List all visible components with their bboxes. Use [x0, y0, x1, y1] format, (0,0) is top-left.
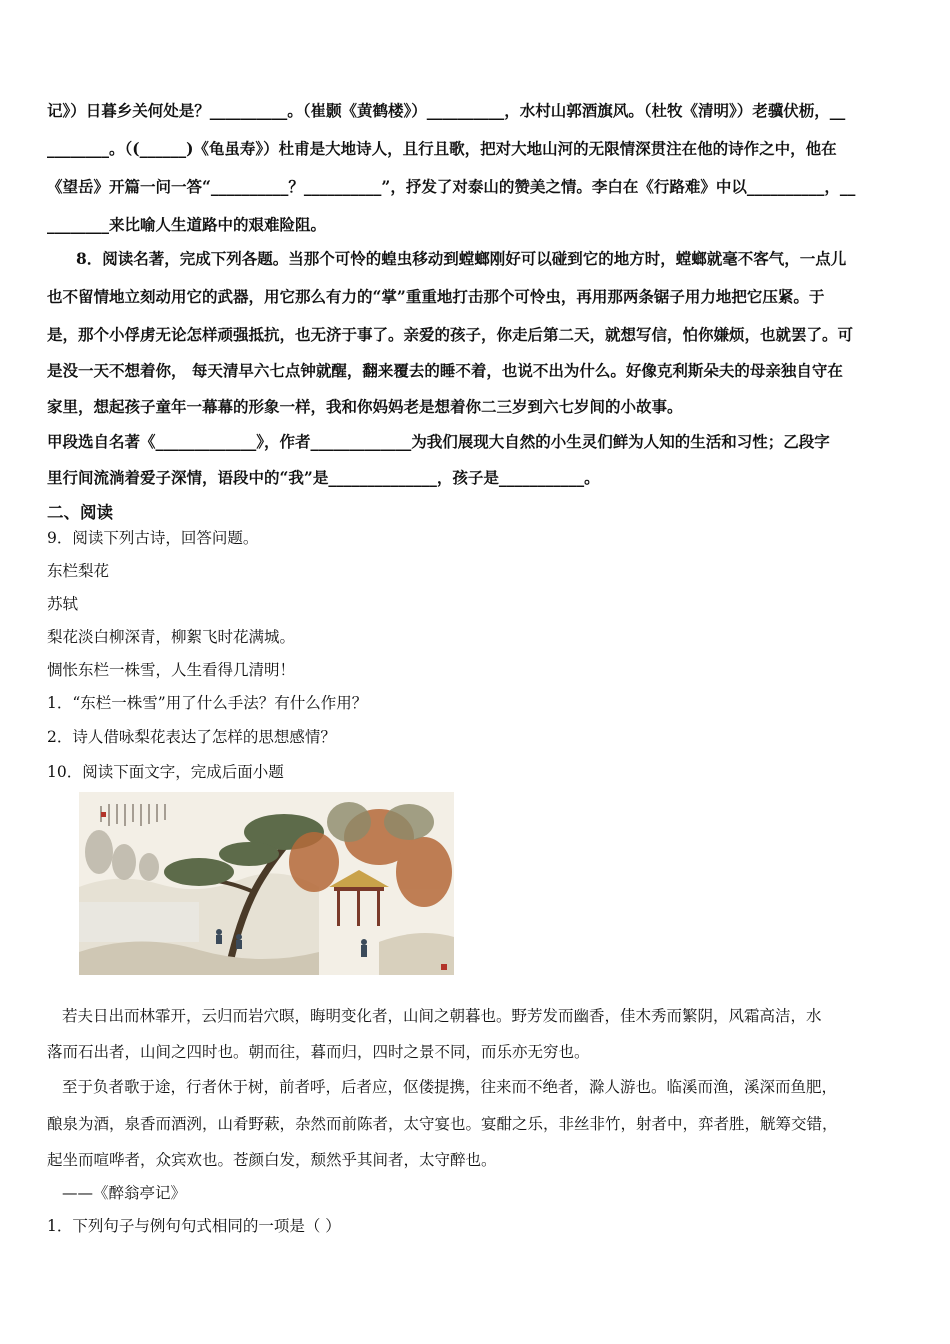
q7-line-2: ________。（(______)《龟虽寿》）杜甫是大地诗人，且行且歌，把对大地山河的无限情深贯注在他的诗作之中，他在: [47, 139, 837, 158]
q9-verse-1: 梨花淡白柳深青，柳絮飞时花满城。: [47, 628, 296, 646]
q10-question-1: 1．下列句子与例句句式相同的一项是（ ）: [47, 1217, 341, 1235]
q8-line-2: 也不留情地立刻动用它的武器，用它那么有力的“掌”重重地打击那个可怜虫，再用那两条锯子用力地把它压紧。于: [47, 287, 825, 306]
q10-source: ——《醉翁亭记》: [62, 1184, 187, 1202]
q7-line-4: ________来比喻人生道路中的艰难险阻。: [47, 215, 327, 234]
q8-line-1: 8．阅读名著，完成下列各题。当那个可怜的蝗虫移动到螳螂刚好可以碰到它的地方时，螳螂就毫不客气，一点儿: [76, 249, 847, 268]
section-heading-reading: 二、阅读: [47, 503, 113, 522]
q7-line-1: 记》）日暮乡关何处是？__________。（崔颢《黄鹤楼》）__________，水村山郭酒旗风。（杜牧《清明》）老骥伏枥，__: [47, 101, 846, 120]
q9-poem-title: 东栏梨花: [47, 562, 110, 580]
q8-line-4: 是没一天不想着你， 每天清早六七点钟就醒，翻来覆去的睡不着，也说不出为什么。好像克利斯朵夫的母亲独自守在: [47, 361, 843, 380]
q10-passage-1-line-2: 落而石出者，山间之四时也。朝而往，暮而归，四时之景不同，而乐亦无穷也。: [47, 1043, 590, 1061]
q10-intro: 10．阅读下面文字，完成后面小题: [47, 763, 284, 781]
q9-poem-author: 苏轼: [47, 595, 79, 613]
q10-passage-2-line-1: 至于负者歌于途，行者休于树，前者呼，后者应，伛偻提携，往来而不绝者，滁人游也。临溪而渔，溪深而鱼肥，: [62, 1078, 838, 1096]
q9-question-2: 2．诗人借咏梨花表达了怎样的思想感情？: [47, 728, 336, 746]
q9-question-1: 1．“东栏一株雪”用了什么手法？有什么作用？: [47, 694, 368, 712]
q8-line-5: 家里，想起孩子童年一幕幕的形象一样，我和你妈妈老是想着你二三岁到六七岁间的小故事。: [47, 397, 683, 416]
q8-line-3: 是，那个小俘虏无论怎样顽强抵抗，也无济于事了。亲爱的孩子，你走后第二天，就想写信，怕你嫌烦，也就罢了。可: [47, 325, 854, 344]
q9-intro: 9．阅读下列古诗，回答问题。: [47, 529, 259, 547]
q7-line-3: 《望岳》开篇一问一答“__________？__________”，抒发了对泰山的赞美之情。李白在《行路难》中以__________，__: [47, 177, 856, 196]
q10-passage-2-line-2: 酿泉为酒，泉香而酒洌，山肴野蔌，杂然而前陈者，太守宴也。宴酣之乐，非丝非竹，射者中，弈者胜，觥筹交错，: [47, 1115, 838, 1133]
landscape-painting: [79, 792, 454, 975]
q9-verse-2: 惆怅东栏一株雪，人生看得几清明！: [47, 661, 296, 679]
q10-passage-1-line-1: 若夫日出而林霏开，云归而岩穴暝，晦明变化者，山间之朝暮也。野芳发而幽香，佳木秀而繁阴，风霜高洁，水: [62, 1007, 822, 1025]
q8-line-6: 甲段选自名著《_____________》，作者_____________为我们展现大自然的小生灵们鲜为人知的生活和习性；乙段字: [47, 432, 830, 451]
q10-passage-2-line-3: 起坐而喧哗者，众宾欢也。苍颜白发，颓然乎其间者，太守醉也。: [47, 1151, 497, 1169]
q8-line-7: 里行间流淌着爱子深情，语段中的“我”是______________，孩子是___________。: [47, 468, 600, 487]
